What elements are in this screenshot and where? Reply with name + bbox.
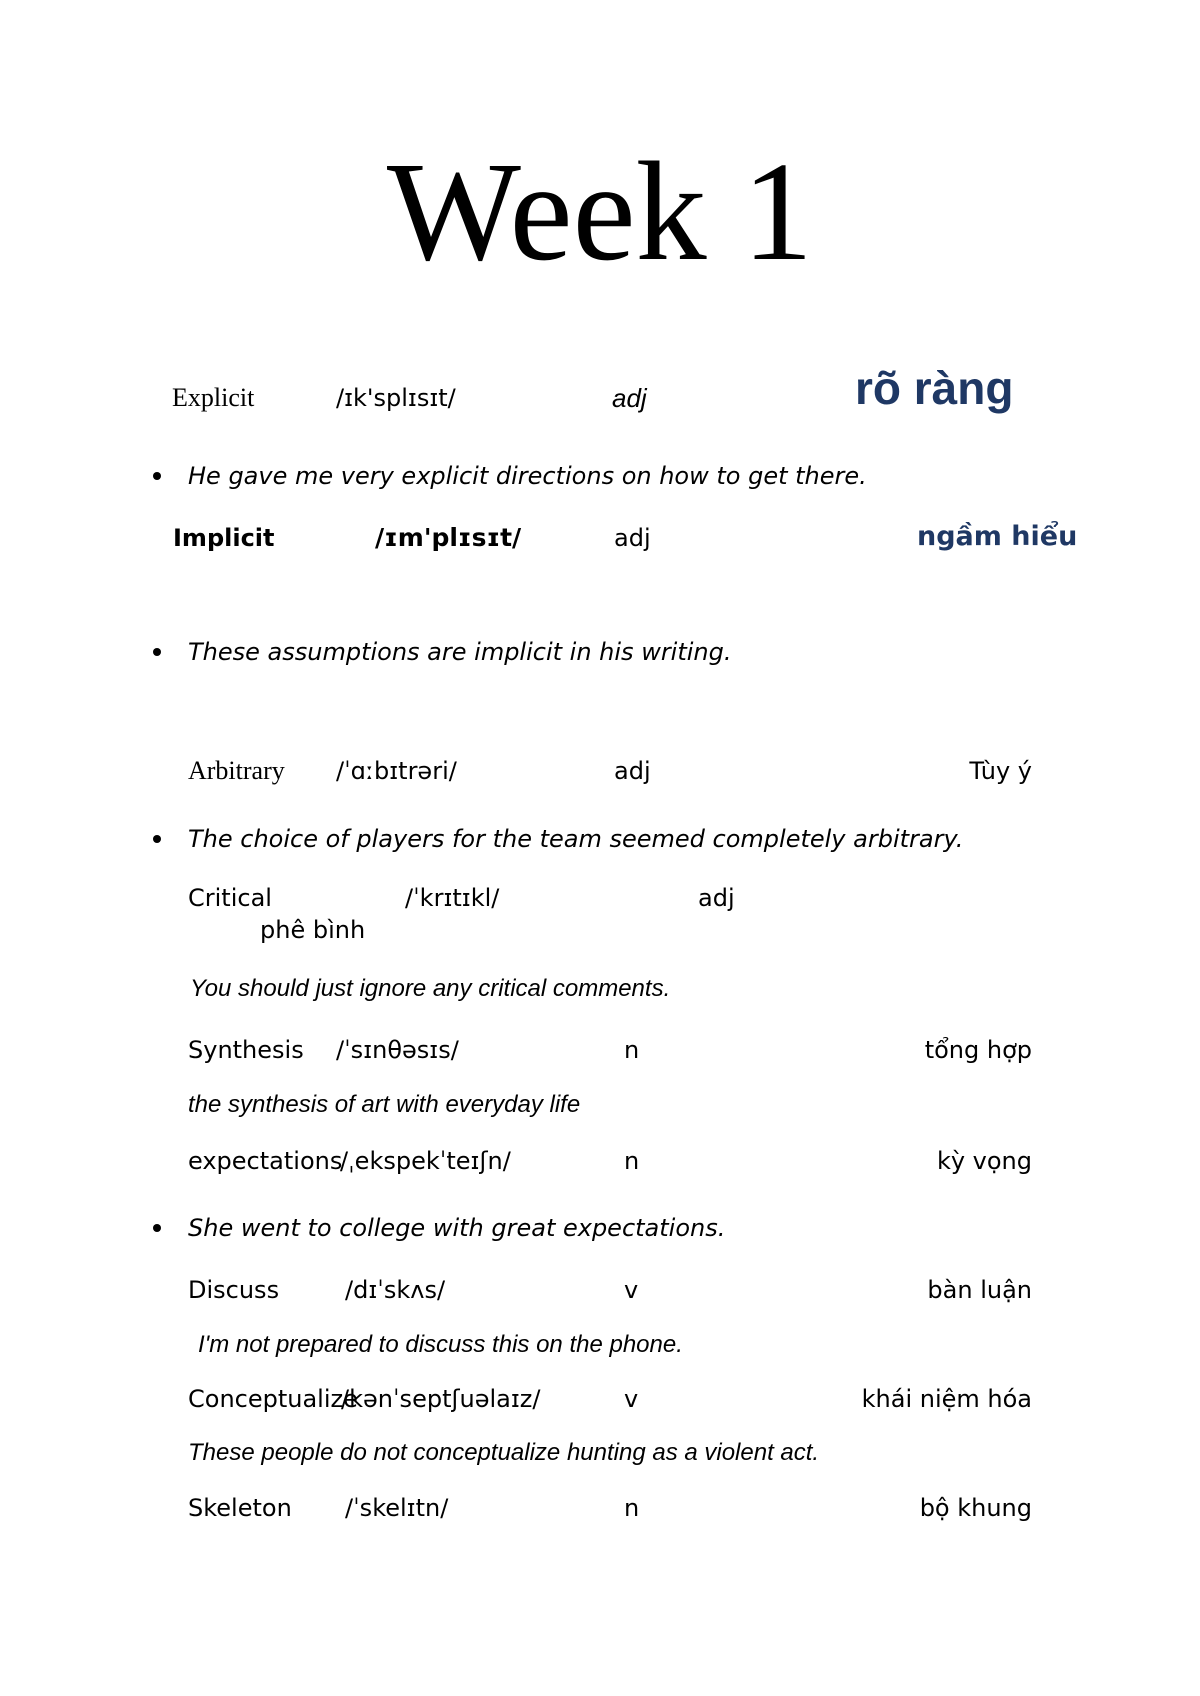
entry-pos: adj	[614, 757, 651, 785]
entry-ipa: /ˈskelɪtn/	[345, 1494, 449, 1522]
entry-example: I'm not prepared to discuss this on the phone.	[198, 1331, 683, 1358]
entry-meaning: phê bình	[260, 916, 366, 944]
entry-meaning: khái niệm hóa	[861, 1385, 1032, 1413]
entry-example: The choice of players for the team seemed completely arbitrary.	[188, 825, 964, 853]
bullet	[153, 472, 161, 480]
entry-example: These assumptions are implicit in his writing.	[188, 638, 732, 666]
entry-ipa: /kənˈseptʃuəlaɪz/	[341, 1385, 541, 1413]
entry-pos: n	[624, 1494, 640, 1522]
entry-ipa: /ɪm'plɪsɪt/	[375, 523, 522, 552]
entry-pos: v	[624, 1385, 639, 1413]
entry-meaning: bàn luận	[927, 1276, 1032, 1304]
entry-ipa: /ˌekspekˈteɪʃn/	[340, 1147, 511, 1175]
entry-word: Implicit	[173, 524, 275, 552]
entry-meaning: kỳ vọng	[936, 1147, 1032, 1175]
entry-pos: v	[624, 1276, 639, 1304]
entry-ipa: /ˈsɪnθəsɪs/	[336, 1036, 459, 1064]
entry-meaning: Tùy ý	[969, 757, 1032, 785]
bullet	[153, 648, 161, 656]
bullet	[153, 835, 161, 843]
entry-meaning: rõ ràng	[855, 362, 1014, 414]
entry-pos: n	[624, 1147, 640, 1175]
entry-word: Arbitrary	[188, 756, 285, 785]
entry-word: expectations	[188, 1147, 343, 1175]
entry-word: Synthesis	[188, 1036, 304, 1064]
bullet	[153, 1224, 161, 1232]
entry-pos: n	[624, 1036, 640, 1064]
entry-word: Critical	[188, 884, 272, 912]
entry-ipa: /ɪk'splɪsɪt/	[336, 384, 456, 412]
entry-word: Conceptualize	[188, 1385, 358, 1413]
page-title: Week 1	[386, 132, 814, 290]
entry-ipa: /ˈɑːbɪtrəri/	[336, 757, 457, 785]
entry-example: He gave me very explicit directions on how to get there.	[188, 462, 867, 490]
entry-example: the synthesis of art with everyday life	[188, 1091, 581, 1118]
entry-ipa: /ˈkrɪtɪkl/	[405, 884, 500, 912]
entry-pos: adj	[612, 383, 647, 413]
entry-meaning: ngầm hiểu	[917, 521, 1078, 552]
entry-word: Explicit	[172, 383, 255, 412]
entry-pos: adj	[698, 884, 735, 912]
entry-meaning: bộ khung	[919, 1494, 1032, 1522]
entry-example: These people do not conceptualize hunting as a violent act.	[188, 1439, 820, 1466]
entry-example: You should just ignore any critical comments.	[190, 975, 671, 1002]
entry-word: Discuss	[188, 1276, 280, 1304]
entry-ipa: /dɪˈskʌs/	[345, 1276, 446, 1304]
entry-pos: adj	[614, 524, 651, 552]
entry-example: She went to college with great expectations.	[188, 1214, 726, 1242]
entry-meaning: tổng hợp	[924, 1036, 1032, 1064]
entry-word: Skeleton	[188, 1494, 292, 1522]
